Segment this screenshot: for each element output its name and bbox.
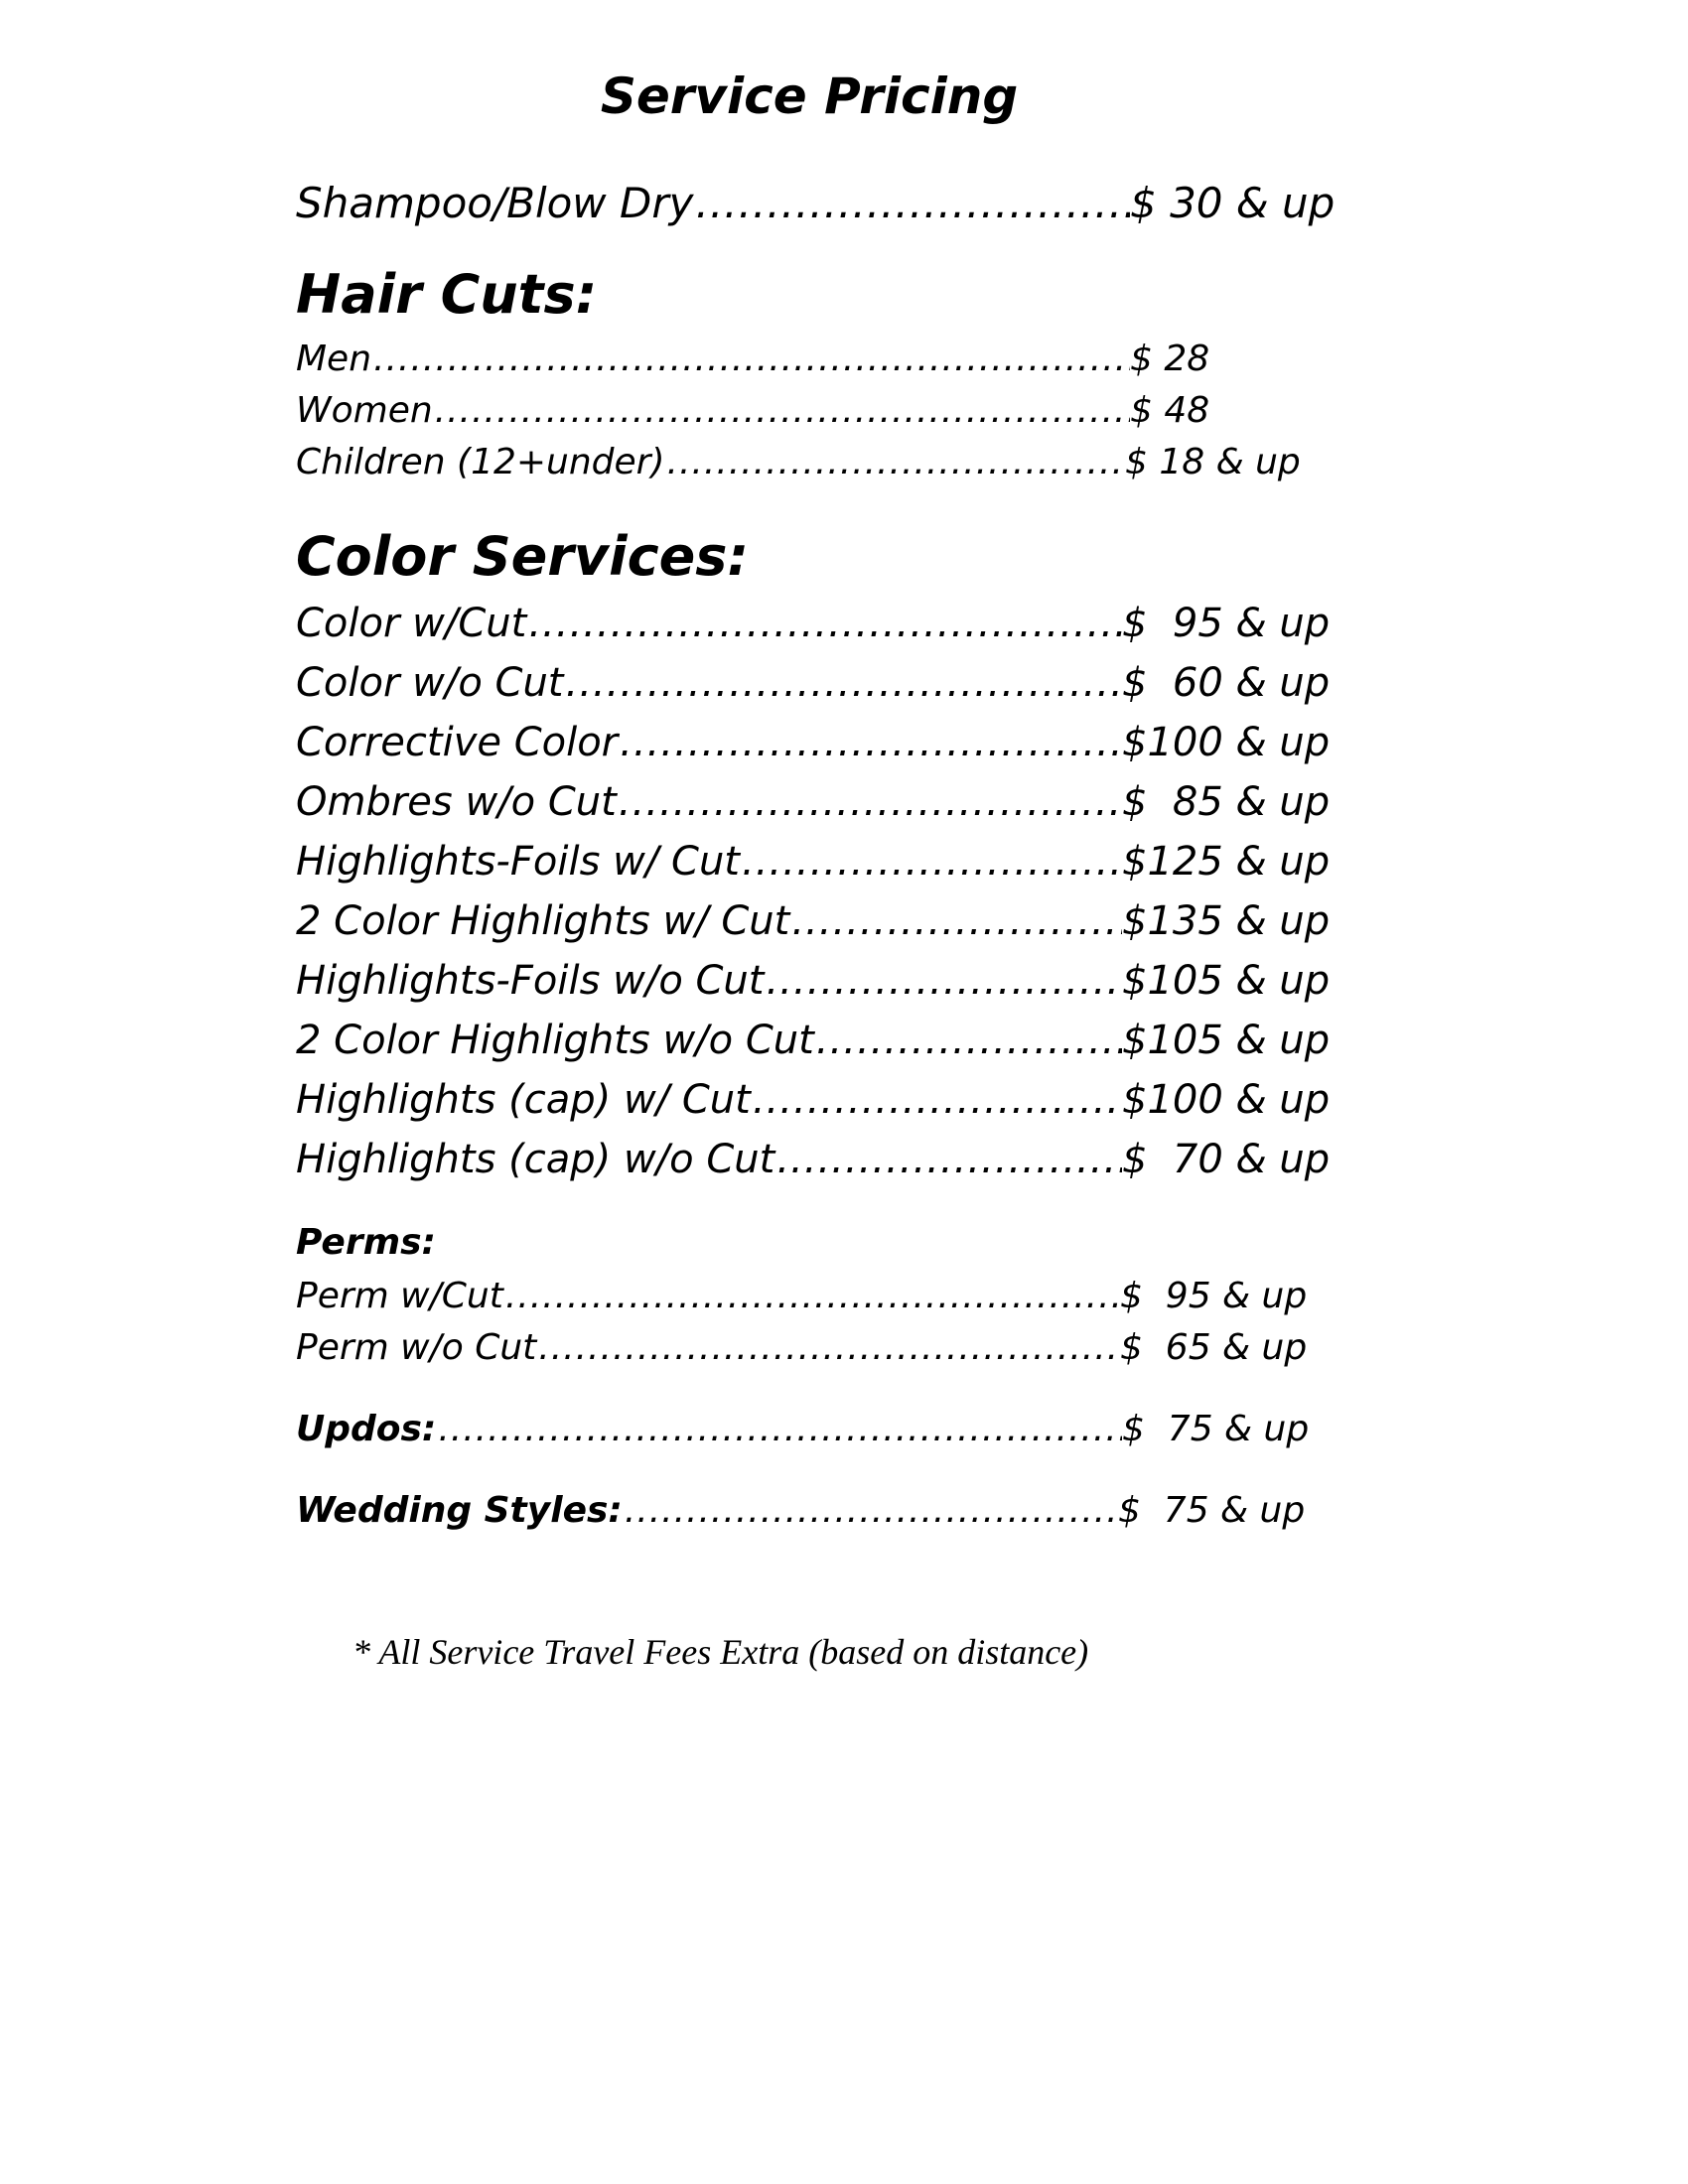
service-label: Updos: xyxy=(296,1409,437,1449)
service-price: $ 65 & up xyxy=(1120,1327,1308,1368)
service-label: Wedding Styles: xyxy=(296,1490,623,1531)
dot-leader xyxy=(526,596,1122,651)
travel-fee-note: * All Service Travel Fees Extra (based on distance) xyxy=(352,1632,1089,1672)
price-row-women xyxy=(296,387,1209,435)
price-row-wedding-styles xyxy=(296,1487,1306,1535)
dot-leader xyxy=(617,774,1122,830)
price-row-perm-w-cut xyxy=(296,1273,1308,1320)
dot-leader xyxy=(433,387,1130,435)
price-row-color-w-cut xyxy=(296,596,1331,651)
service-label: Highlights (cap) w/ Cut xyxy=(296,1077,751,1123)
price-row-highlights-cap-w-cut xyxy=(296,1072,1331,1128)
service-label: 2 Color Highlights w/ Cut xyxy=(296,898,790,944)
service-label: Corrective Color xyxy=(296,720,619,765)
price-row-perm-wo-cut xyxy=(296,1324,1308,1372)
dot-leader xyxy=(436,1406,1122,1453)
price-row-corrective-color xyxy=(296,715,1331,770)
service-label: 2 Color Highlights w/o Cut xyxy=(296,1018,814,1063)
service-price: $ 48 xyxy=(1130,390,1210,431)
price-row-updos xyxy=(296,1406,1310,1453)
service-price: $ 60 & up xyxy=(1122,660,1331,706)
service-price: $ 75 & up xyxy=(1122,1409,1310,1449)
dot-leader xyxy=(503,1273,1120,1320)
dot-leader xyxy=(774,1132,1122,1187)
price-row-highlights-foils-w-cut xyxy=(296,834,1331,889)
price-row-highlights-foils-wo-cut xyxy=(296,953,1331,1009)
dot-leader xyxy=(623,1487,1118,1535)
service-label: Perm w/Cut xyxy=(296,1276,503,1316)
service-label: Ombres w/o Cut xyxy=(296,779,617,825)
service-price: $100 & up xyxy=(1122,720,1331,765)
service-label: Highlights-Foils w/ Cut xyxy=(296,839,740,885)
price-row-ombres-wo-cut xyxy=(296,774,1331,830)
service-label: Highlights-Foils w/o Cut xyxy=(296,958,765,1004)
service-label: Perm w/o Cut xyxy=(296,1327,537,1368)
service-label: Shampoo/Blow Dry xyxy=(296,179,694,227)
dot-leader xyxy=(751,1072,1122,1128)
service-price: $100 & up xyxy=(1122,1077,1331,1123)
service-price: $105 & up xyxy=(1122,1018,1331,1063)
service-price: $ 75 & up xyxy=(1118,1490,1306,1531)
price-row-men xyxy=(296,336,1209,383)
page-title: Service Pricing xyxy=(600,68,1019,125)
dot-leader xyxy=(536,1324,1120,1372)
service-label: Highlights (cap) w/o Cut xyxy=(296,1137,775,1182)
dot-leader xyxy=(564,655,1123,711)
service-price: $ 85 & up xyxy=(1122,779,1331,825)
price-row-children xyxy=(296,439,1301,486)
dot-leader xyxy=(618,715,1122,770)
service-price: $ 18 & up xyxy=(1125,442,1301,482)
price-row-highlights-cap-wo-cut xyxy=(296,1132,1331,1187)
section-heading-hair-cuts: Hair Cuts: xyxy=(296,263,598,326)
dot-leader xyxy=(693,175,1130,232)
section-heading-color-services: Color Services: xyxy=(296,525,749,588)
service-price: $ 70 & up xyxy=(1122,1137,1331,1182)
price-row-color-wo-cut xyxy=(296,655,1331,711)
dot-leader xyxy=(814,1013,1122,1068)
service-price: $105 & up xyxy=(1122,958,1331,1004)
service-price: $ 28 xyxy=(1130,339,1210,379)
service-label: Color w/Cut xyxy=(296,601,527,646)
service-label: Children (12+under) xyxy=(296,442,665,482)
service-label: Women xyxy=(296,390,433,431)
price-row-2-color-highlights-wo-cut xyxy=(296,1013,1331,1068)
price-row-2-color-highlights-w-cut xyxy=(296,893,1331,949)
price-row-shampoo xyxy=(296,175,1336,232)
dot-leader xyxy=(740,834,1122,889)
service-price: $ 95 & up xyxy=(1122,601,1331,646)
dot-leader xyxy=(371,336,1130,383)
service-label: Men xyxy=(296,339,372,379)
service-label: Color w/o Cut xyxy=(296,660,564,706)
service-price: $ 95 & up xyxy=(1120,1276,1308,1316)
section-heading-perms: Perms: xyxy=(296,1222,436,1263)
service-price: $135 & up xyxy=(1122,898,1331,944)
dot-leader xyxy=(665,439,1125,486)
dot-leader xyxy=(789,893,1122,949)
service-price: $ 30 & up xyxy=(1130,179,1336,227)
service-price: $125 & up xyxy=(1122,839,1331,885)
dot-leader xyxy=(764,953,1122,1009)
